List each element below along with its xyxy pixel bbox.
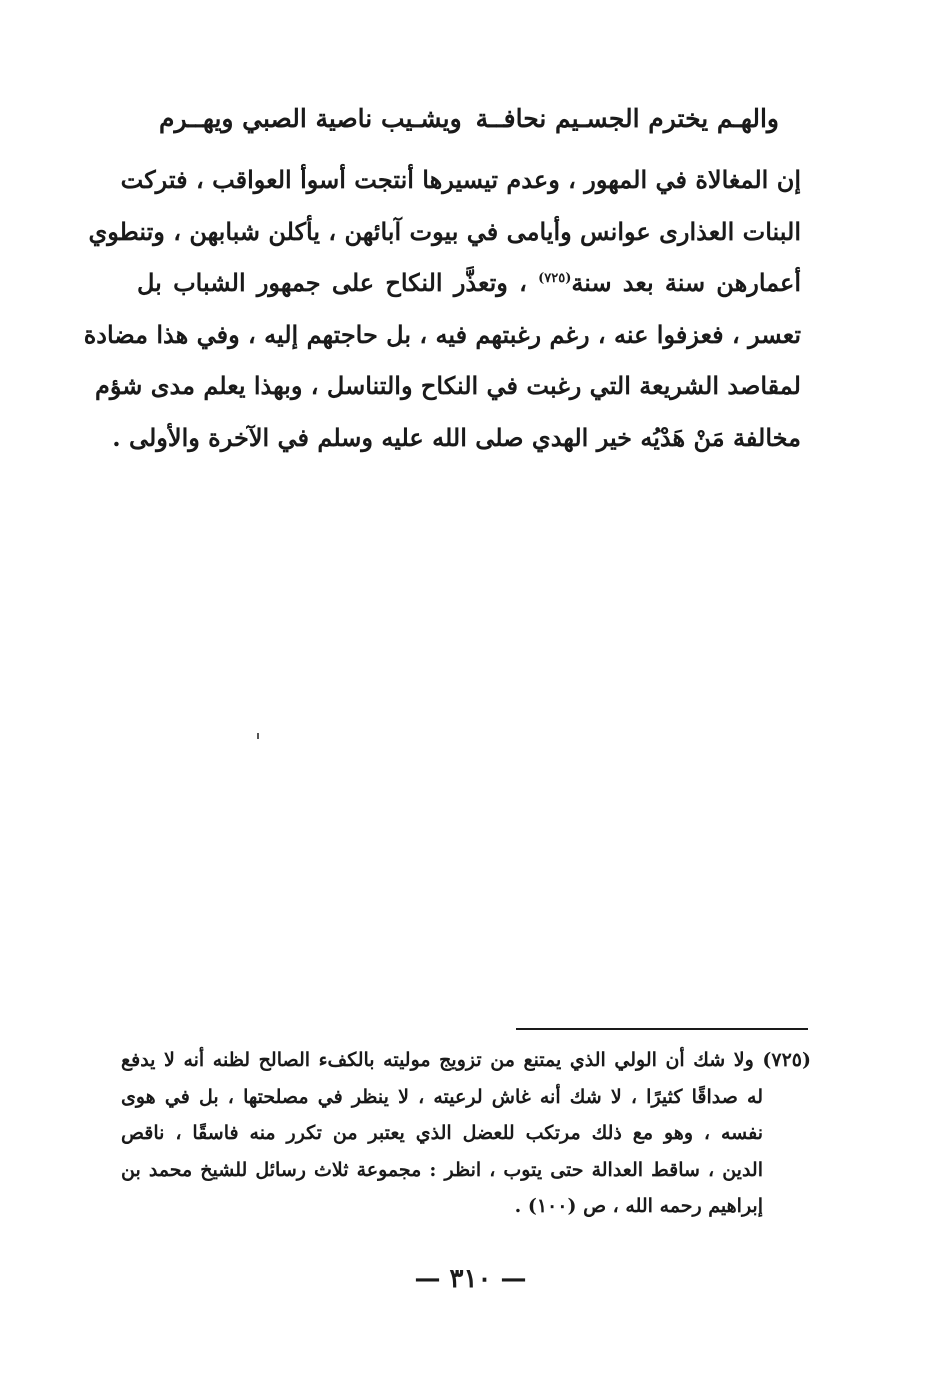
body-line: مخالفة مَنْ هَدْيُه خير الهدي صلى الله عليه وسلم في الآخرة والأولى .	[112, 422, 801, 452]
footnote-line: نفسه ، وهو مع ذلك مرتكب للعضل الذي يعتبر من تكرر منه فاسقًا ، ناقص	[121, 1122, 763, 1144]
footnote-reference[interactable]: (٧٢٥)	[538, 271, 572, 286]
body-line: تعسر ، فعزفوا عنه ، رغم رغبتهم فيه ، بل حاجتهم إليه ، وفي هذا مضادة	[83, 319, 801, 349]
footnote-line: الدين ، ساقط العدالة حتى يتوب ، انظر : مجموعة ثلاث رسائل للشيخ محمد بن	[121, 1158, 763, 1181]
verse-first-hemistich: والهـم يخترم الجسـيم نحافــة	[475, 103, 779, 133]
footnote-line: إبراهيم رحمه الله ، ص (١٠٠) .	[514, 1195, 763, 1217]
footnote-line: له صداقًا كثيرًا ، لا شك أنه غاش لرعيته ، لا ينظر في مصلحتها ، بل في هوى	[121, 1085, 763, 1108]
footnote-line: (٧٢٥) ولا شك أن الولي الذي يمتنع من تزويج موليته بالكفء الصالح لظنه أنه لا يدفع	[121, 1049, 811, 1071]
body-line: لمقاصد الشريعة التي رغبت في النكاح والتناسل ، وبهذا يعلم مدى شؤم	[95, 371, 801, 400]
body-line: البنات العذارى عوانس وأيامى في بيوت آبائهن ، يأكلن شبابهن ، وتنطوي	[88, 216, 801, 246]
body-line-with-footnote-ref	[137, 257, 801, 309]
page-number: — ٣١٠ —	[414, 1264, 527, 1294]
body-line: إن المغالاة في المهور ، وعدم تيسيرها أنتجت أسوأ العواقب ، فتركت	[120, 165, 801, 194]
body-paragraph	[83, 154, 802, 463]
verse-second-hemistich: ويشـيب ناصية الصبي ويهــرم	[159, 103, 462, 133]
scan-speck	[257, 733, 259, 739]
poetry-verse	[159, 96, 779, 140]
footnote-block	[121, 1042, 811, 1225]
body-line-part: أعمارهن سنة بعد سنة	[571, 268, 802, 297]
body-line-part: ، وتعذَّر النكاح على جمهور الشباب بل	[137, 268, 527, 297]
footnote-separator	[516, 1028, 808, 1030]
